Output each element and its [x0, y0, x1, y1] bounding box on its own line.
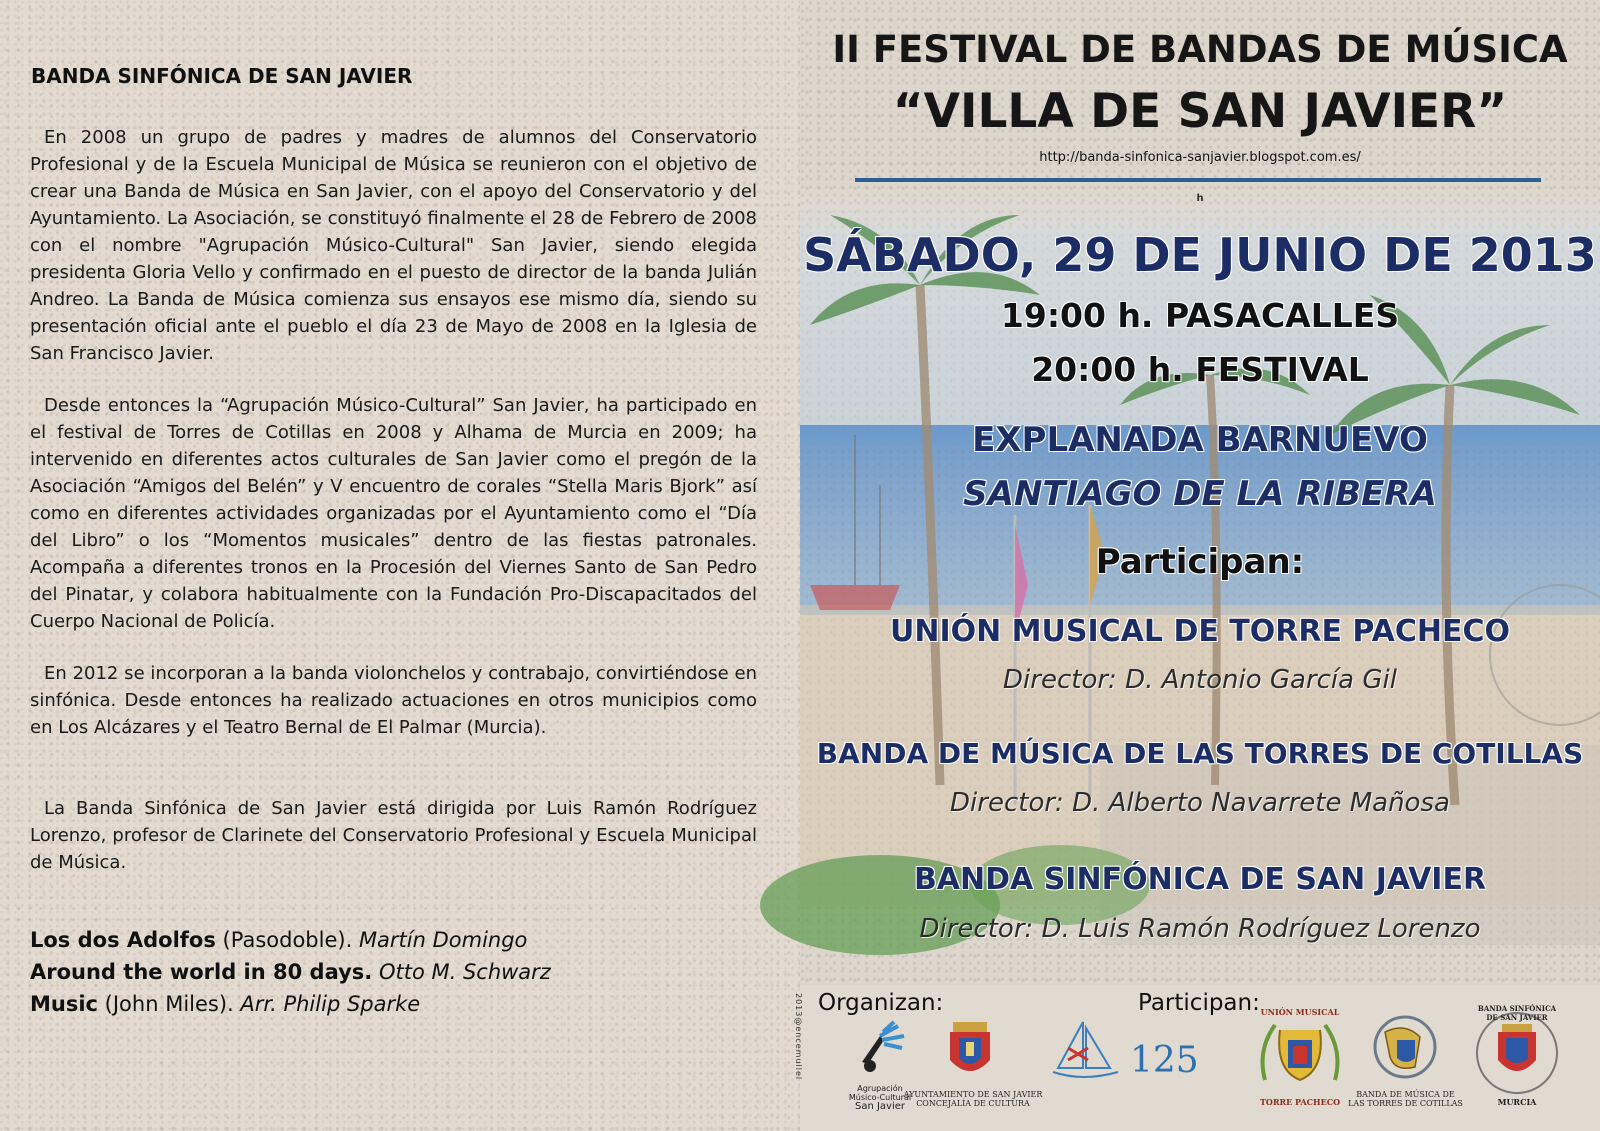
blog-url: http://banda-sinfonica-sanjavier.blogspot.com.es/: [1039, 150, 1361, 165]
history-paragraph-2: Desde entonces la “Agrupación Músico-Cultural” San Javier, ha participado en el festival de Torres de Cotillas en 2008 y Alhama de Murcia en 2009; ha intervenido en diferentes actos culturales de San Javier como el pregón de la Asociación “Amigos del Belén” y V encuentro de corales “Stella Maris Bjork” así como en diferentes actividades organizadas por el Ayuntamiento como el “Día del Libro” o los “Momentos musicales” dentro de las fiestas patronales. Acompaña a diferentes tronos en la Procesión del Viernes Santo de San Pedro del Pinatar, y colabora habitualmente con la Fundación Pro-Discapacitados del Cuerpo Nacional de Policía.: [30, 395, 757, 632]
torres-cotillas-caption: BANDA DE MÚSICA DE LAS TORRES DE COTILLAS: [1348, 1090, 1463, 1108]
vertical-credit: 2013@encemullel: [794, 993, 803, 1081]
logo-125-text: 125: [1130, 1040, 1199, 1081]
band-name-3: BANDA SINFÓNICA DE SAN JAVIER: [913, 862, 1487, 897]
work-title: Los dos Adolfos: [30, 928, 216, 952]
history-paragraph-3: En 2012 se incorporan a la banda violonchelos y contrabajo, convirtiéndose en sinfónica. Desde entonces ha realizado actuaciones en otros municipios como en Los Alcázares y el Teatro Bernal de El Palmar (Murcia).: [30, 663, 757, 738]
program-list: [30, 924, 551, 1020]
history-paragraph-4: La Banda Sinfónica de San Javier está dirigida por Luis Ramón Rodríguez Lorenzo, profesor de Clarinete del Conservatorio Profesional y Escuela Municipal de Música.: [30, 798, 757, 873]
festival-title: II FESTIVAL DE BANDAS DE MÚSICA: [832, 28, 1568, 71]
band-name-2: BANDA DE MÚSICA DE LAS TORRES DE COTILLAS: [816, 737, 1584, 770]
program-item: [30, 956, 551, 988]
work-detail: [372, 960, 379, 984]
union-musical-caption-top: UNIÓN MUSICAL: [1260, 1007, 1340, 1017]
band-name-1: UNIÓN MUSICAL DE TORRE PACHECO: [890, 614, 1510, 649]
program-item: [30, 988, 551, 1020]
work-author: Otto M. Schwarz: [378, 960, 551, 984]
union-musical-lyre-logo-icon: [1255, 1010, 1345, 1090]
festival-subtitle: “VILLA DE SAN JAVIER”: [892, 84, 1508, 139]
festival-time: 20:00 h. FESTIVAL: [1031, 350, 1369, 389]
venue-name: EXPLANADA BARNUEVO: [972, 420, 1428, 460]
agrupacion-logo-icon: [850, 1022, 910, 1082]
event-date: SÁBADO, 29 DE JUNIO DE 2013: [803, 228, 1597, 282]
torres-cotillas-band-logo-icon: [1365, 1012, 1445, 1082]
ayuntamiento-caption: AYUNTAMIENTO DE SAN JAVIER CONCEJALÍA DE CULTURA: [903, 1090, 1043, 1108]
history-paragraph-1: En 2008 un grupo de padres y madres de alumnos del Conservatorio Profesional y de la Escuela Municipal de Música se reunieron con el objetivo de crear una Banda de Música en San Javier, con el apoyo del Conservatorio y del Ayuntamiento. La Asociación, se constituyó finalmente el 28 de Febrero de 2008 con el nombre "Agrupación Músico-Cultural" San Javier, siendo elegida presidenta Gloria Vello y confirmado en el puesto de director de la banda Julián Andreo. La Banda de Música comienza sus ensayos ese mismo día, siendo su presentación oficial ante el pueblo el día 23 de Mayo de 2008 en la Iglesia de San Francisco Javier.: [30, 127, 757, 364]
work-detail: (Pasodoble).: [215, 928, 359, 952]
work-title: Around the world in 80 days.: [30, 960, 373, 984]
participants-heading: Participan:: [1095, 542, 1305, 582]
parade-time: 19:00 h. PASACALLES: [1000, 296, 1400, 335]
band-history-heading: BANDA SINFÓNICA DE SAN JAVIER: [31, 64, 413, 88]
title-divider: [855, 178, 1541, 182]
work-author: Martín Domingo: [358, 928, 528, 952]
venue-location: SANTIAGO DE LA RIBERA: [963, 474, 1437, 514]
program-item: [30, 924, 551, 956]
right-page: [794, 0, 1600, 1131]
ayuntamiento-crest-icon: [945, 1020, 995, 1082]
band-director-3: Director: D. Luis Ramón Rodríguez Lorenzo: [919, 914, 1481, 944]
stray-mark: h: [1196, 193, 1204, 204]
banda-sinfonica-crest-caption: BANDA SINFÓNICA DE SAN JAVIER: [1477, 1004, 1557, 1022]
band-director-1: Director: D. Antonio García Gil: [1003, 665, 1397, 695]
agrupacion-logo-caption: Agrupación Músico-Cultural San Javier: [848, 1084, 912, 1112]
work-detail: (John Miles).: [98, 992, 241, 1016]
band-director-2: Director: D. Alberto Navarrete Mañosa: [950, 788, 1450, 818]
banda-sinfonica-crest-murcia: MURCIA: [1497, 1097, 1537, 1107]
organizers-label: Organizan:: [818, 990, 944, 1016]
union-musical-caption-bottom: TORRE PACHECO: [1259, 1097, 1341, 1107]
sailboat-125-logo-icon: [1048, 1018, 1143, 1088]
participants-footer-label: Participan:: [1138, 990, 1260, 1016]
work-title: Music: [30, 992, 98, 1016]
work-author: Arr. Philip Sparke: [240, 992, 421, 1016]
